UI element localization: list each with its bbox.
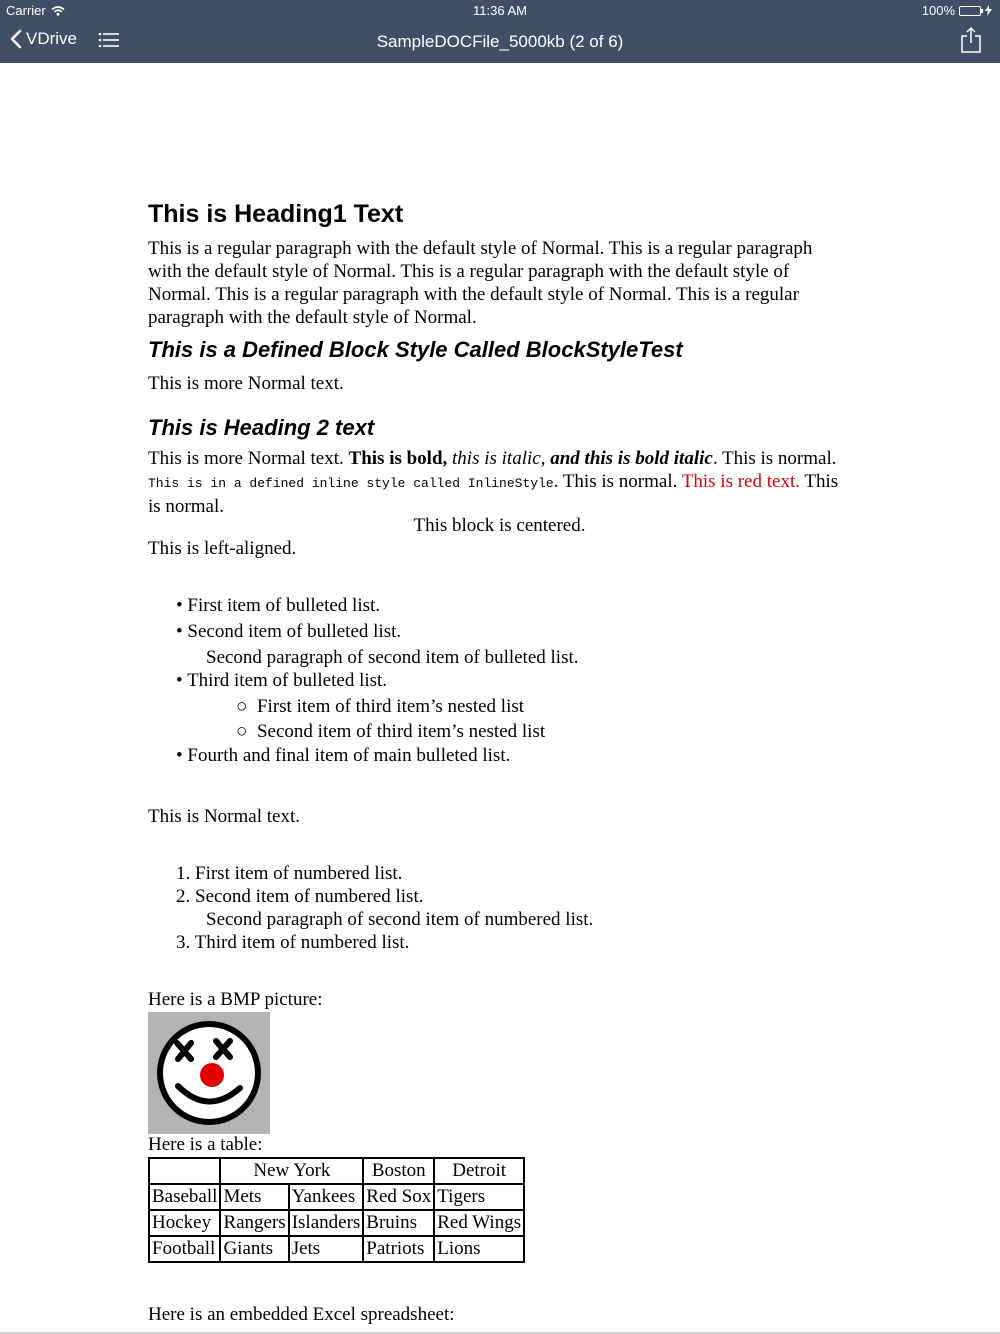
bmp-label: Here is a BMP picture: bbox=[148, 989, 323, 1010]
block-style-heading: This is a Defined Block Style Called BlockStyleTest bbox=[148, 337, 683, 362]
list-item-paragraph: Second paragraph of second item of bulleted list. bbox=[206, 647, 579, 668]
table-cell: Islanders bbox=[289, 1210, 364, 1236]
regular-paragraph: This is a regular paragraph with the default style of Normal. This is a regular paragraph with the default style of Normal. This is a regular paragraph with the default style of Normal. This is a regular paragraph with the default style of Normal. This is a regular paragraph with the default style of Normal. bbox=[148, 238, 813, 328]
list-item: • Second item of bulleted list. bbox=[176, 621, 402, 642]
table-cell: Red Sox bbox=[363, 1184, 434, 1210]
share-icon bbox=[960, 26, 982, 54]
table-header-row bbox=[149, 1158, 524, 1184]
more-normal-text: This is more Normal text. bbox=[148, 373, 344, 394]
charging-bolt-icon bbox=[985, 5, 992, 16]
numbered-item: 3. Third item of numbered list. bbox=[176, 932, 410, 953]
text-run: , bbox=[540, 448, 551, 469]
bold-italic-run: and this is bold italic bbox=[550, 448, 713, 469]
table-cell: Giants bbox=[220, 1236, 288, 1262]
share-button[interactable] bbox=[960, 26, 982, 59]
carrier-label: Carrier bbox=[6, 3, 46, 18]
clock: 11:36 AM bbox=[473, 3, 527, 18]
table-cell: Rangers bbox=[220, 1210, 288, 1236]
list-item: • Third item of bulleted list. bbox=[176, 670, 388, 691]
sports-table bbox=[148, 1157, 525, 1263]
text-run: This is normal. bbox=[148, 471, 839, 517]
list-item: • Fourth and final item of main bulleted list. bbox=[176, 745, 511, 766]
nested-list-item: ○ Second item of third item’s nested list bbox=[236, 721, 546, 742]
numbered-item-paragraph: Second paragraph of second item of numbered list. bbox=[206, 909, 594, 930]
bmp-picture bbox=[148, 1012, 270, 1134]
table-row bbox=[149, 1210, 524, 1236]
battery-percent: 100% bbox=[921, 3, 955, 18]
table-cell: Red Wings bbox=[434, 1210, 524, 1236]
table-cell: Baseball bbox=[149, 1184, 220, 1210]
table-label: Here is a table: bbox=[148, 1134, 263, 1155]
text-run: . This is normal. bbox=[553, 471, 682, 492]
inline-style-run: This is in a defined inline style called InlineStyle bbox=[148, 476, 554, 491]
list-item: • First item of bulleted list. bbox=[176, 595, 381, 616]
table-row bbox=[149, 1184, 524, 1210]
battery-icon bbox=[959, 6, 981, 16]
table-cell: Bruins bbox=[363, 1210, 434, 1236]
excel-label: Here is an embedded Excel spreadsheet: bbox=[148, 1304, 455, 1325]
table-cell: Patriots bbox=[363, 1236, 434, 1262]
red-text-run: This is red text. bbox=[681, 471, 800, 492]
table-header-cell: New York bbox=[220, 1158, 363, 1184]
nested-list-item: ○ First item of third item’s nested list bbox=[236, 696, 525, 717]
table-cell: Football bbox=[149, 1236, 220, 1262]
table-cell: Mets bbox=[220, 1184, 288, 1210]
italic-run: this is italic bbox=[447, 448, 541, 469]
document-title: SampleDOCFile_5000kb (2 of 6) bbox=[376, 32, 624, 51]
table-header-cell: Detroit bbox=[434, 1158, 524, 1184]
numbered-item: 2. Second item of numbered list. bbox=[176, 886, 424, 907]
table-row bbox=[149, 1236, 524, 1262]
navigation-bar bbox=[0, 20, 1000, 63]
heading1: This is Heading1 Text bbox=[148, 200, 404, 228]
heading2: This is Heading 2 text bbox=[148, 415, 375, 440]
table-cell: Lions bbox=[434, 1236, 524, 1262]
clown-face-image bbox=[148, 1012, 270, 1134]
table-header-cell: Boston bbox=[363, 1158, 434, 1184]
bold-run: This is bold, bbox=[348, 448, 448, 469]
left-aligned-text: This is left-aligned. bbox=[148, 538, 297, 559]
mixed-style-paragraph bbox=[148, 447, 848, 518]
numbered-item: 1. First item of numbered list. bbox=[176, 863, 403, 884]
centered-block: This block is centered. bbox=[413, 515, 586, 536]
table-cell bbox=[149, 1158, 220, 1184]
text-run: . This is normal. bbox=[712, 448, 837, 469]
table-cell: Yankees bbox=[289, 1184, 364, 1210]
status-bar bbox=[0, 0, 1000, 20]
normal-text: This is Normal text. bbox=[148, 806, 300, 827]
table-cell: Tigers bbox=[434, 1184, 524, 1210]
text-run: This is more Normal text. bbox=[148, 448, 349, 469]
table-cell: Hockey bbox=[149, 1210, 220, 1236]
table-cell: Jets bbox=[289, 1236, 364, 1262]
back-label: VDrive bbox=[26, 29, 78, 48]
